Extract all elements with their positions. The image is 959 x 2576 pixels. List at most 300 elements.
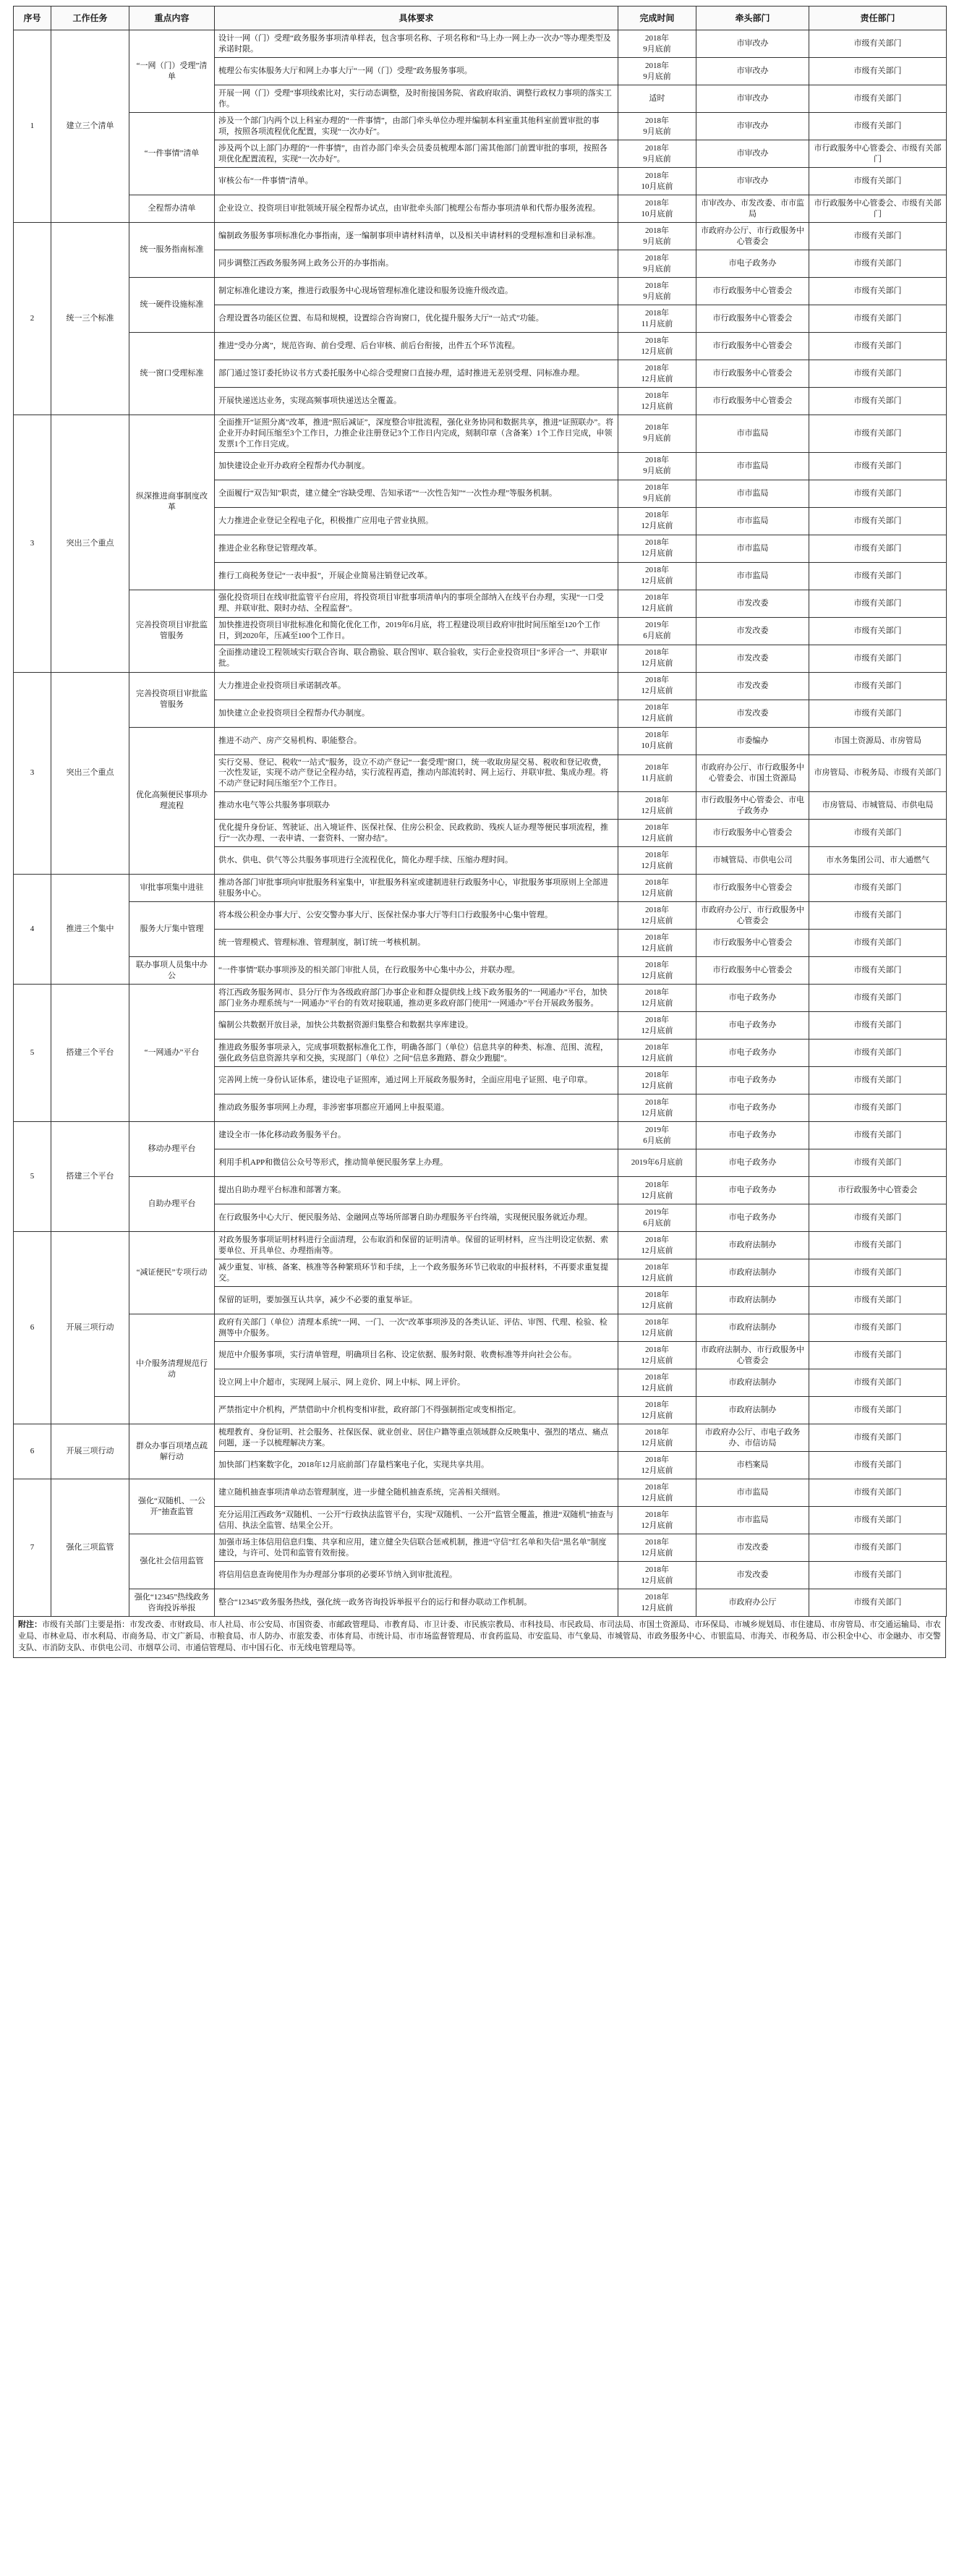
requirement-cell: 推进企业名称登记管理改革。 — [215, 535, 618, 562]
deadline-cell: 2018年 12月底前 — [618, 875, 696, 902]
document-page — [13, 6, 946, 1658]
requirement-cell: 建立随机抽查事项清单动态管理制度，进一步健全随机抽查系统，完善相关细则。 — [215, 1479, 618, 1507]
resp-dept-cell: 市国土资源局、市房管局 — [809, 727, 947, 754]
focus-cell: 优化高频便民事项办理流程 — [129, 727, 215, 875]
resp-dept-cell: 市房管局、市税务局、市级有关部门 — [809, 754, 947, 792]
deadline-cell: 2018年 12月底前 — [618, 1040, 696, 1067]
deadline-cell: 2018年 12月底前 — [618, 1177, 696, 1204]
requirement-cell: 优化提升身份证、驾驶证、出入境证件、医保社保、住房公积金、民政救助、残疾人证办理等便民事项流程，推行“一次办理、一表申请、一套资料、一窗办结”。 — [215, 820, 618, 847]
lead-dept-cell: 市市监局 — [696, 507, 809, 535]
requirement-cell: 加快推进投资项目审批标准化和简化优化工作，2019年6月底，将工程建设项目政府审批时间压缩至120个工作日，到2020年，压减至100个工作日。 — [215, 617, 618, 645]
resp-dept-cell: 市级有关部门 — [809, 507, 947, 535]
deadline-cell: 2018年 12月底前 — [618, 930, 696, 957]
resp-dept-cell: 市级有关部门 — [809, 985, 947, 1012]
lead-dept-cell: 市发改委 — [696, 645, 809, 672]
table-row — [14, 1314, 947, 1342]
deadline-cell: 2018年 9月底前 — [618, 223, 696, 250]
deadline-cell: 2018年 12月底前 — [618, 1424, 696, 1452]
resp-dept-cell: 市行政服务中心管委会、市级有关部门 — [809, 140, 947, 168]
resp-dept-cell: 市级有关部门 — [809, 617, 947, 645]
requirement-cell: 梳理公布实体服务大厅和网上办事大厅“一网（门）受理”政务服务事项。 — [215, 58, 618, 85]
resp-dept-cell: 市级有关部门 — [809, 902, 947, 930]
deadline-cell: 2018年 12月底前 — [618, 590, 696, 617]
deadline-cell: 2019年 6月底前 — [618, 617, 696, 645]
lead-dept-cell: 市市监局 — [696, 452, 809, 480]
table-row — [14, 278, 947, 305]
seq-cell: 3 — [14, 672, 51, 875]
requirement-cell: 梳理教育、身份证明、社会服务、社保医保、就业创业、居住户籍等重点领域群众反映集中、强烈的堵点、痛点问题，逐一予以梳理解决方案。 — [215, 1424, 618, 1452]
resp-dept-cell: 市级有关部门 — [809, 645, 947, 672]
resp-dept-cell: 市级有关部门 — [809, 590, 947, 617]
deadline-cell: 2018年 12月底前 — [618, 1562, 696, 1589]
lead-dept-cell: 市市监局 — [696, 535, 809, 562]
resp-dept-cell: 市级有关部门 — [809, 223, 947, 250]
deadline-cell: 2018年 9月底前 — [618, 452, 696, 480]
requirement-cell: 设立网上中介超市，实现网上展示、网上竞价、网上中标、网上评价。 — [215, 1369, 618, 1397]
lead-dept-cell: 市市监局 — [696, 415, 809, 453]
table-row — [14, 1534, 947, 1562]
table-row — [14, 590, 947, 617]
deadline-cell: 2018年 12月底前 — [618, 1094, 696, 1122]
deadline-cell: 2019年 6月底前 — [618, 1204, 696, 1232]
resp-dept-cell: 市级有关部门 — [809, 700, 947, 727]
requirement-cell: 将信用信息查询使用作为办理部分事项的必要环节纳入到审批流程。 — [215, 1562, 618, 1589]
lead-dept-cell: 市发改委 — [696, 700, 809, 727]
lead-dept-cell: 市电子政务办 — [696, 985, 809, 1012]
task-cell: 搭建三个平台 — [51, 985, 129, 1122]
requirement-cell: 将本级公积金办事大厅、公安交警办事大厅、医保社保办事大厅等归口行政服务中心集中管理。 — [215, 902, 618, 930]
requirement-cell: 政府有关部门（单位）清理本系统“一网、一门、一次”改革事项涉及的各类认证、评估、审图、代理、检验、检测等中介服务。 — [215, 1314, 618, 1342]
resp-dept-cell: 市级有关部门 — [809, 388, 947, 415]
task-cell: 开展三项行动 — [51, 1424, 129, 1479]
lead-dept-cell: 市市监局 — [696, 1507, 809, 1534]
table-row — [14, 1232, 947, 1259]
deadline-cell: 2018年 12月底前 — [618, 562, 696, 590]
requirement-cell: 供水、供电、供气等公共服务事项进行全流程优化，简化办理手续、压缩办理时间。 — [215, 847, 618, 875]
requirement-cell: 审核公布“一件事情”清单。 — [215, 168, 618, 195]
resp-dept-cell: 市级有关部门 — [809, 1424, 947, 1452]
focus-cell: 服务大厅集中管理 — [129, 902, 215, 957]
lead-dept-cell: 市审改办 — [696, 168, 809, 195]
resp-dept-cell: 市级有关部门 — [809, 30, 947, 58]
focus-cell: “一件事情”清单 — [129, 113, 215, 195]
deadline-cell: 2018年 12月底前 — [618, 672, 696, 700]
deadline-cell: 2018年 10月底前 — [618, 727, 696, 754]
resp-dept-cell: 市级有关部门 — [809, 1562, 947, 1589]
requirement-cell: 完善网上统一身份认证体系，建设电子证照库，通过网上开展政务服务时，全面应用电子证照、电子印章。 — [215, 1067, 618, 1094]
requirement-cell: 开展快递送达业务，实现高频事项快递送达全覆盖。 — [215, 388, 618, 415]
lead-dept-cell: 市政府法制办、市行政服务中心管委会 — [696, 1342, 809, 1369]
deadline-cell: 适时 — [618, 85, 696, 113]
resp-dept-cell: 市级有关部门 — [809, 957, 947, 985]
requirement-cell: 将江西政务服务网市、县分厅作为各级政府部门办事企业和群众提供线上线下政务服务的“一网通办”平台，加快部门业务办理系统与“一网通办”平台的有效对接联通，推动更多政府部门使用“一网通办”平台开展政务服务。 — [215, 985, 618, 1012]
resp-dept-cell: 市级有关部门 — [809, 930, 947, 957]
resp-dept-cell: 市级有关部门 — [809, 562, 947, 590]
seq-cell: 7 — [14, 1479, 51, 1617]
requirement-cell: 加快部门档案数字化，2018年12月底前部门存量档案电子化，实现共享共用。 — [215, 1452, 618, 1479]
requirement-cell: 强化投资项目在线审批监管平台应用，将投资项目审批事项清单内的事项全部纳入在线平台办理，实现“一口受理、并联审批、限时办结、全程监督”。 — [215, 590, 618, 617]
deadline-cell: 2018年 11月底前 — [618, 305, 696, 333]
header-row — [14, 7, 947, 30]
lead-dept-cell: 市电子政务办 — [696, 1149, 809, 1177]
focus-cell: “一网通办”平台 — [129, 985, 215, 1122]
deadline-cell: 2018年 9月底前 — [618, 113, 696, 140]
lead-dept-cell: 市政府办公厅、市行政服务中心管委会 — [696, 902, 809, 930]
table-row — [14, 957, 947, 985]
resp-dept-cell: 市级有关部门 — [809, 1287, 947, 1314]
table-row — [14, 1122, 947, 1149]
table-row — [14, 223, 947, 250]
footnote — [13, 1617, 946, 1658]
lead-dept-cell: 市行政服务中心管委会 — [696, 278, 809, 305]
requirement-cell: 推行工商税务登记“一表申报”，开展企业简易注销登记改革。 — [215, 562, 618, 590]
deadline-cell: 2018年 9月底前 — [618, 250, 696, 278]
requirement-cell: 全面推动建设工程领域实行联合咨询、联合勘验、联合图审、联合验收，实行企业投资项目“多评合一”、并联审批。 — [215, 645, 618, 672]
task-cell: 突出三个重点 — [51, 415, 129, 673]
resp-dept-cell: 市水务集团公司、市大通燃气 — [809, 847, 947, 875]
table-row — [14, 30, 947, 58]
deadline-cell: 2018年 10月底前 — [618, 195, 696, 223]
requirement-cell: 制定标准化建设方案，推进行政服务中心现场管理标准化建设和服务设施升级改造。 — [215, 278, 618, 305]
resp-dept-cell: 市级有关部门 — [809, 480, 947, 507]
requirement-cell: 对政务服务事项证明材料进行全面清理，公布取消和保留的证明清单。保留的证明材料，应当注明设定依据、索要单位、开具单位、办理指南等。 — [215, 1232, 618, 1259]
deadline-cell: 2018年 12月底前 — [618, 1534, 696, 1562]
lead-dept-cell: 市审改办 — [696, 113, 809, 140]
deadline-cell: 2018年 12月底前 — [618, 1342, 696, 1369]
lead-dept-cell: 市审改办、市发改委、市市监局 — [696, 195, 809, 223]
resp-dept-cell: 市级有关部门 — [809, 535, 947, 562]
resp-dept-cell: 市级有关部门 — [809, 360, 947, 388]
table-row — [14, 1424, 947, 1452]
focus-cell: 中介服务清理规范行动 — [129, 1314, 215, 1424]
requirement-cell: 加强市场主体信用信息归集、共享和应用，建立健全失信联合惩戒机制，推进“守信”红名单和失信“黑名单”制度建设，与许可、处罚和监管有效衔接。 — [215, 1534, 618, 1562]
deadline-cell: 2018年 12月底前 — [618, 902, 696, 930]
deadline-cell: 2018年 12月底前 — [618, 820, 696, 847]
lead-dept-cell: 市政府法制办 — [696, 1369, 809, 1397]
resp-dept-cell: 市级有关部门 — [809, 672, 947, 700]
requirement-cell: 加快建设企业开办政府全程帮办代办制度。 — [215, 452, 618, 480]
table-row — [14, 875, 947, 902]
deadline-cell: 2018年 12月底前 — [618, 1067, 696, 1094]
deadline-cell: 2018年 12月底前 — [618, 1479, 696, 1507]
lead-dept-cell: 市政府法制办 — [696, 1232, 809, 1259]
deadline-cell: 2018年 12月底前 — [618, 1589, 696, 1617]
lead-dept-cell: 市电子政务办 — [696, 1177, 809, 1204]
lead-dept-cell: 市行政服务中心管委会 — [696, 333, 809, 360]
requirement-cell: 大力推进企业投资项目承诺制改革。 — [215, 672, 618, 700]
table-row — [14, 727, 947, 754]
requirement-cell: 严禁指定中介机构，严禁借助中介机构变相审批，政府部门不得强制指定或变相指定。 — [215, 1397, 618, 1424]
focus-cell: 强化“双随机、一公开”抽查监管 — [129, 1479, 215, 1534]
table-row — [14, 902, 947, 930]
requirement-cell: 实行交易、登记、税收“一站式”服务，设立不动产登记“一套受理”窗口，统一收取房屋交易、税收和登记收费，一次性发证，实现不动产登记全程办结，实行流程再造，推动内部流转时、网上运行、并联审批、集成办理。将不动产登记时间压缩至7个工作日。 — [215, 754, 618, 792]
lead-dept-cell: 市政府办公厅、市电子政务办、市信访局 — [696, 1424, 809, 1452]
header-task: 工作任务 — [51, 7, 129, 30]
requirement-cell: 整合“12345”政务服务热线，强化统一政务咨询投诉举报平台的运行和督办联动工作机制。 — [215, 1589, 618, 1617]
seq-cell: 1 — [14, 30, 51, 223]
requirement-cell: 提出自助办理平台标准和部署方案。 — [215, 1177, 618, 1204]
footnote-text: 市级有关部门主要是指：市发改委、市财政局、市人社局、市公安局、市国资委、市邮政管理局、市教育局、市卫计委、市民族宗教局、市科技局、市民政局、市司法局、市国土资源局、市环保局、市城乡规划局、市住建局、市房管局、市交通运输局、市农业局、市林业局、市水利局、市商务局、市文广新局、市粮食局、市人防办、市旅发委、市体育局、市统计局、市市场监督管理局、市食药监局、市安监局、市气象局、市城管局、市政务服务中心、市银监局、市海关、市税务局、市公积金中心、市金融办、市交警支队、市消防支队、市供电公司、市烟草公司、市通信管理局、市中国石化、市无线电管理局等。 — [18, 1620, 941, 1652]
lead-dept-cell: 市市监局 — [696, 562, 809, 590]
focus-cell: 统一窗口受理标准 — [129, 333, 215, 415]
lead-dept-cell: 市市监局 — [696, 1479, 809, 1507]
table-body — [14, 30, 947, 1617]
resp-dept-cell: 市级有关部门 — [809, 1534, 947, 1562]
resp-dept-cell: 市级有关部门 — [809, 1452, 947, 1479]
resp-dept-cell: 市级有关部门 — [809, 58, 947, 85]
lead-dept-cell: 市审改办 — [696, 140, 809, 168]
resp-dept-cell: 市级有关部门 — [809, 1397, 947, 1424]
seq-cell: 6 — [14, 1424, 51, 1479]
lead-dept-cell: 市行政服务中心管委会 — [696, 930, 809, 957]
seq-cell: 4 — [14, 875, 51, 985]
lead-dept-cell: 市政府法制办 — [696, 1397, 809, 1424]
focus-cell: 自助办理平台 — [129, 1177, 215, 1232]
resp-dept-cell: 市级有关部门 — [809, 1589, 947, 1617]
table-row — [14, 415, 947, 453]
header-deadline: 完成时间 — [618, 7, 696, 30]
focus-cell: 强化社会信用监管 — [129, 1534, 215, 1589]
lead-dept-cell: 市发改委 — [696, 590, 809, 617]
requirement-cell: 充分运用江西政务“双随机、一公开”行政执法监管平台，实现“双随机、一公开”监管全覆盖，推进“双随机”抽查与信用、执法全监管、结果全公开。 — [215, 1507, 618, 1534]
resp-dept-cell: 市级有关部门 — [809, 820, 947, 847]
seq-cell: 3 — [14, 415, 51, 673]
deadline-cell: 2018年 10月底前 — [618, 168, 696, 195]
resp-dept-cell: 市级有关部门 — [809, 415, 947, 453]
focus-cell: 审批事项集中进驻 — [129, 875, 215, 902]
deadline-cell: 2018年 12月底前 — [618, 847, 696, 875]
resp-dept-cell: 市行政服务中心管委会、市级有关部门 — [809, 195, 947, 223]
lead-dept-cell: 市电子政务办 — [696, 1204, 809, 1232]
lead-dept-cell: 市发改委 — [696, 1562, 809, 1589]
lead-dept-cell: 市电子政务办 — [696, 250, 809, 278]
requirement-cell: 规范中介服务事项，实行清单管理，明确项目名称、设定依据、服务时限、收费标准等并向社会公布。 — [215, 1342, 618, 1369]
task-cell: 统一三个标准 — [51, 223, 129, 415]
requirement-cell: 减少重复、审核、备案、核准等各种繁琐环节和手续，上一个政务服务环节已收取的申报材料，不再要求重复提交。 — [215, 1259, 618, 1287]
requirement-cell: 编制政务服务事项标准化办事指南，逐一编制事项申请材料清单，以及相关申请材料的受理标准和目录标准。 — [215, 223, 618, 250]
resp-dept-cell: 市级有关部门 — [809, 305, 947, 333]
header-lead-dept: 牵头部门 — [696, 7, 809, 30]
header-requirement: 具体要求 — [215, 7, 618, 30]
lead-dept-cell: 市政府法制办 — [696, 1287, 809, 1314]
seq-cell: 2 — [14, 223, 51, 415]
lead-dept-cell: 市行政服务中心管委会、市电子政务办 — [696, 792, 809, 820]
requirement-cell: 推动各部门审批事项向审批服务科室集中，审批服务科室或建制进驻行政服务中心，审批服务事项原则上全部进驻服务中心。 — [215, 875, 618, 902]
resp-dept-cell: 市级有关部门 — [809, 1122, 947, 1149]
lead-dept-cell: 市电子政务办 — [696, 1122, 809, 1149]
lead-dept-cell: 市委编办 — [696, 727, 809, 754]
lead-dept-cell: 市政府办公厅、市行政服务中心管委会、市国土资源局 — [696, 754, 809, 792]
requirement-cell: 涉及一个部门内两个以上科室办理的“一件事情”，由部门牵头单位办理并编制本科室重其他科室前置审批的事项，按照各项流程优化配置，实现“一次办好”。 — [215, 113, 618, 140]
lead-dept-cell: 市发改委 — [696, 617, 809, 645]
focus-cell: 完善投资项目审批监管服务 — [129, 672, 215, 727]
requirement-cell: 开展一网（门）受理“事项线索比对，实行动态调整，及时衔接国务院、省政府取消、调整行政权力事项的落实工作。 — [215, 85, 618, 113]
resp-dept-cell: 市级有关部门 — [809, 250, 947, 278]
resp-dept-cell: 市级有关部门 — [809, 1204, 947, 1232]
resp-dept-cell: 市级有关部门 — [809, 1479, 947, 1507]
task-cell: 搭建三个平台 — [51, 1122, 129, 1232]
header-seq: 序号 — [14, 7, 51, 30]
lead-dept-cell: 市电子政务办 — [696, 1067, 809, 1094]
table-row — [14, 985, 947, 1012]
requirement-cell: 保留的证明，要加强互认共享，减少不必要的重复举证。 — [215, 1287, 618, 1314]
resp-dept-cell: 市级有关部门 — [809, 1040, 947, 1067]
requirement-cell: 设计一网（门）受理“政务服务事项清单样表，包含事项名称、子项名称和“马上办一网上办一次办”等办理类型及承诺时限。 — [215, 30, 618, 58]
requirement-cell: 同步调整江西政务服务网上政务公开的办事指南。 — [215, 250, 618, 278]
focus-cell: 群众办事百项堵点疏解行动 — [129, 1424, 215, 1479]
lead-dept-cell: 市市监局 — [696, 480, 809, 507]
requirement-cell: 企业设立、投资项目审批领域开展全程帮办试点，由审批牵头部门梳理公布帮办事项清单和代帮办服务流程。 — [215, 195, 618, 223]
table-row — [14, 1589, 947, 1617]
seq-cell: 5 — [14, 1122, 51, 1232]
lead-dept-cell: 市行政服务中心管委会 — [696, 875, 809, 902]
table-row — [14, 195, 947, 223]
lead-dept-cell: 市政府办公厅 — [696, 1589, 809, 1617]
requirement-cell: “一件事情”联办事项涉及的相关部门审批人员，在行政服务中心集中办公，并联办理。 — [215, 957, 618, 985]
deadline-cell: 2018年 12月底前 — [618, 1314, 696, 1342]
deadline-cell: 2018年 9月底前 — [618, 415, 696, 453]
focus-cell: 强化“12345”热线政务咨询投诉举报 — [129, 1589, 215, 1617]
focus-cell: “减证便民”专项行动 — [129, 1232, 215, 1314]
deadline-cell: 2018年 9月底前 — [618, 58, 696, 85]
deadline-cell: 2018年 12月底前 — [618, 388, 696, 415]
deadline-cell: 2018年 9月底前 — [618, 30, 696, 58]
deadline-cell: 2018年 12月底前 — [618, 700, 696, 727]
task-cell: 建立三个清单 — [51, 30, 129, 223]
requirement-cell: 统一管理模式、管理标准、管理制度，制订统一考核机制。 — [215, 930, 618, 957]
requirement-cell: 编制公共数据开放目录，加快公共数据资源归集整合和数据共享库建设。 — [215, 1012, 618, 1040]
resp-dept-cell: 市级有关部门 — [809, 452, 947, 480]
lead-dept-cell: 市审改办 — [696, 85, 809, 113]
lead-dept-cell: 市行政服务中心管委会 — [696, 820, 809, 847]
requirement-cell: 合理设置各功能区位置、布局和规模，设置综合咨询窗口，优化提升服务大厅“一站式”功能。 — [215, 305, 618, 333]
deadline-cell: 2018年 12月底前 — [618, 360, 696, 388]
task-cell: 开展三项行动 — [51, 1232, 129, 1424]
resp-dept-cell: 市级有关部门 — [809, 1149, 947, 1177]
deadline-cell: 2018年 9月底前 — [618, 140, 696, 168]
deadline-cell: 2018年 12月底前 — [618, 1397, 696, 1424]
requirement-cell: 推动政务服务事项网上办理，非涉密事项都应开通网上申报渠道。 — [215, 1094, 618, 1122]
resp-dept-cell: 市级有关部门 — [809, 1067, 947, 1094]
requirement-cell: 利用手机APP和微信公众号等形式，推动简单便民服务掌上办理。 — [215, 1149, 618, 1177]
footnote-label: 附注： — [18, 1620, 42, 1630]
deadline-cell: 2018年 12月底前 — [618, 985, 696, 1012]
resp-dept-cell: 市级有关部门 — [809, 1232, 947, 1259]
focus-cell: 全程帮办清单 — [129, 195, 215, 223]
lead-dept-cell: 市行政服务中心管委会 — [696, 360, 809, 388]
resp-dept-cell: 市级有关部门 — [809, 875, 947, 902]
lead-dept-cell: 市审改办 — [696, 30, 809, 58]
requirement-cell: 在行政服务中心大厅、便民服务站、金融网点等场所部署自助办理服务平台终端，实现便民服务就近办理。 — [215, 1204, 618, 1232]
deadline-cell: 2018年 12月底前 — [618, 1287, 696, 1314]
lead-dept-cell: 市发改委 — [696, 672, 809, 700]
requirement-cell: 推进不动产、房产交易机构、职能整合。 — [215, 727, 618, 754]
deadline-cell: 2018年 12月底前 — [618, 645, 696, 672]
lead-dept-cell: 市行政服务中心管委会 — [696, 388, 809, 415]
lead-dept-cell: 市城管局、市供电公司 — [696, 847, 809, 875]
resp-dept-cell: 市级有关部门 — [809, 278, 947, 305]
task-cell: 强化三项监管 — [51, 1479, 129, 1617]
requirement-cell: 推动水电气等公共服务事项联办 — [215, 792, 618, 820]
seq-cell: 6 — [14, 1232, 51, 1424]
lead-dept-cell: 市审改办 — [696, 58, 809, 85]
resp-dept-cell: 市级有关部门 — [809, 85, 947, 113]
lead-dept-cell: 市政府法制办 — [696, 1314, 809, 1342]
deadline-cell: 2018年 12月底前 — [618, 792, 696, 820]
task-cell: 突出三个重点 — [51, 672, 129, 875]
resp-dept-cell: 市级有关部门 — [809, 1314, 947, 1342]
deadline-cell: 2018年 12月底前 — [618, 1452, 696, 1479]
deadline-cell: 2018年 12月底前 — [618, 507, 696, 535]
resp-dept-cell: 市级有关部门 — [809, 1342, 947, 1369]
focus-cell: 统一服务指南标准 — [129, 223, 215, 278]
lead-dept-cell: 市电子政务办 — [696, 1040, 809, 1067]
lead-dept-cell: 市电子政务办 — [696, 1012, 809, 1040]
resp-dept-cell: 市级有关部门 — [809, 1094, 947, 1122]
resp-dept-cell: 市级有关部门 — [809, 333, 947, 360]
focus-cell: 纵深推进商事制度改革 — [129, 415, 215, 590]
resp-dept-cell: 市行政服务中心管委会 — [809, 1177, 947, 1204]
requirement-cell: 全面推开“证照分离”改革，推进“照后减证”，深度整合审批流程，强化业务协同和数据共享，推进“证照联办”。将企业开办时间压缩至3个工作日，力推企业注册登记3个工作日内完成，刻制印章（含备案）1个工作日完成，申领发票1个工作日完成。 — [215, 415, 618, 453]
requirement-cell: 推进“受办分离”，规范咨询、前台受理、后台审核、前后台衔接，出件五个环节流程。 — [215, 333, 618, 360]
deadline-cell: 2018年 12月底前 — [618, 333, 696, 360]
deadline-cell: 2018年 9月底前 — [618, 278, 696, 305]
resp-dept-cell: 市房管局、市城管局、市供电局 — [809, 792, 947, 820]
deadline-cell: 2019年 6月底前 — [618, 1122, 696, 1149]
deadline-cell: 2018年 9月底前 — [618, 480, 696, 507]
deadline-cell: 2018年 12月底前 — [618, 1369, 696, 1397]
resp-dept-cell: 市级有关部门 — [809, 1507, 947, 1534]
focus-cell: 移动办理平台 — [129, 1122, 215, 1177]
header-resp-dept: 责任部门 — [809, 7, 947, 30]
lead-dept-cell: 市电子政务办 — [696, 1094, 809, 1122]
requirement-cell: 建设全市一体化移动政务服务平台。 — [215, 1122, 618, 1149]
deadline-cell: 2018年 11月底前 — [618, 754, 696, 792]
task-table — [13, 6, 947, 1617]
header-focus: 重点内容 — [129, 7, 215, 30]
table-row — [14, 672, 947, 700]
resp-dept-cell: 市级有关部门 — [809, 113, 947, 140]
resp-dept-cell: 市级有关部门 — [809, 1259, 947, 1287]
deadline-cell: 2018年 12月底前 — [618, 1259, 696, 1287]
deadline-cell: 2018年 12月底前 — [618, 1232, 696, 1259]
focus-cell: 完善投资项目审批监管服务 — [129, 590, 215, 672]
requirement-cell: 全面履行“双告知”职责，建立健全“容缺受理、告知承诺”“一次性告知”“一次性办理”等服务机制。 — [215, 480, 618, 507]
requirement-cell: 涉及两个以上部门办理的“一件事情”，由首办部门牵头会员委员梳理本部门需其他部门前置审批的事项，按照各项优化配置流程，实现“一次办好”。 — [215, 140, 618, 168]
resp-dept-cell: 市级有关部门 — [809, 1012, 947, 1040]
deadline-cell: 2018年 12月底前 — [618, 957, 696, 985]
resp-dept-cell: 市级有关部门 — [809, 168, 947, 195]
focus-cell: 联办事项人员集中办公 — [129, 957, 215, 985]
lead-dept-cell: 市档案局 — [696, 1452, 809, 1479]
deadline-cell: 2018年 12月底前 — [618, 1012, 696, 1040]
requirement-cell: 推进政务服务事项录入，完成事项数据标准化工作，明确各部门（单位）信息共享的种类、标准、范围、流程，强化政务信息资源共享和交换，实现部门（单位）之间“信息多跑路、群众少跑腿”。 — [215, 1040, 618, 1067]
deadline-cell: 2018年 12月底前 — [618, 535, 696, 562]
seq-cell: 5 — [14, 985, 51, 1122]
table-row — [14, 1479, 947, 1507]
requirement-cell: 部门通过签订委托协议书方式委托服务中心综合受理窗口直接办理，适时推进无差别受理、同标准办理。 — [215, 360, 618, 388]
lead-dept-cell: 市行政服务中心管委会 — [696, 957, 809, 985]
table-row — [14, 1177, 947, 1204]
lead-dept-cell: 市政府法制办 — [696, 1259, 809, 1287]
resp-dept-cell: 市级有关部门 — [809, 1369, 947, 1397]
requirement-cell: 大力推进企业登记全程电子化，积极推广应用电子营业执照。 — [215, 507, 618, 535]
deadline-cell: 2018年 12月底前 — [618, 1507, 696, 1534]
focus-cell: 统一硬件设施标准 — [129, 278, 215, 333]
table-row — [14, 333, 947, 360]
table-row — [14, 113, 947, 140]
requirement-cell: 加快建立企业投资项目全程帮办代办制度。 — [215, 700, 618, 727]
